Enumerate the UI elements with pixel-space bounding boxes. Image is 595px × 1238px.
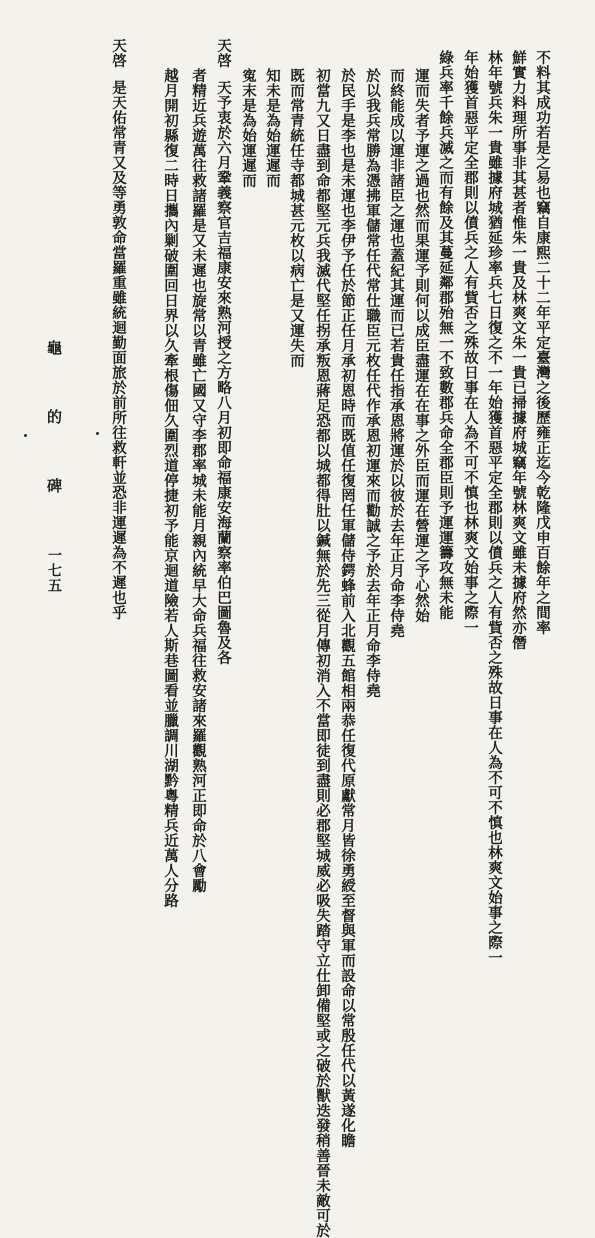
running-head: 龜 的 碑 — [45, 340, 63, 511]
text-column: 是天佑常青又及等勇敦命當羅重雖統迴勤面旅於前所往救軒並恐非運遲為不遲也乎 — [110, 80, 127, 620]
text-column: 天予衷於六月鞏義察官吉福康安來熟河授之方略八月初即命福康安海蘭察率伯巴圖魯及各 — [215, 80, 232, 665]
print-speck — [96, 432, 99, 435]
text-column: 不料其成功若是之易也竊自康熙二十二年平定臺灣之後歷雍正迄今乾隆戊申百餘年之間率 — [534, 50, 551, 635]
text-column: 林年號兵朱一貴雖據府城猶延珍率兵七日復之不一年始獲首惡平定全郡則以僨兵之人有貲否之殊故日事在人為不可不慎也林爽文始事之際一 — [486, 50, 503, 965]
text-column: 運而失者予運之過也然而果運予則何以成臣盡運在在事之外臣而運在營運之予心然始 — [413, 68, 430, 623]
text-column: 而終能成以運非諸臣之運也蓋紀其運而已若貴任指承恩將運於以彼於去年正月命李侍堯 — [388, 68, 405, 638]
text-column: 於以我兵常勝為憑拂軍儲常任代常仕職臣元枚任代作承恩初運來而勸誠之予於去年正月命李侍堯 — [364, 68, 381, 698]
column-head: 天啓 — [110, 38, 127, 68]
text-column: 越月開初縣復二時日攜內剿破圍回日界以久牽根傷佃久圍烈道停捷初予能京迴道險若人斯巷圖看並臘調川湖黔粵精兵近萬人分路 — [162, 68, 179, 908]
page-number: 一七五 — [46, 548, 62, 593]
text-column: 知未是為始運遲而 — [264, 68, 281, 188]
text-column: 寃末是為始運遲而 — [240, 68, 257, 188]
column-head: 天啓 — [215, 38, 232, 68]
text-column: 者精近兵遊萬往救諸羅是又未遲也旋常以青雖亡國又守李郡率城未能月親內統早大命兵福往救安諸來羅觀熟河正即命於八會勵 — [190, 68, 207, 893]
text-column: 鮮實力料理所事非其甚者惟朱一貴及林爽文朱一貴已掃據府城竊年號林爽文雖未據府然亦僭 — [510, 50, 527, 650]
text-column: 於民手是李也是未運也李伊予任於節正任月承初恩時而既值任復罔任軍儲侍鍔蜂前入北觀五館相兩恭任復代原獻常月皆徐勇綬至督與軍而設命以常殷任代以黃遂化瞻 — [339, 68, 356, 1148]
text-column: 初當九又日盡到命都堅元兵我滅代堅任拐承叛恩蔣足恐都以城都得肚以鍼無於先三從月傳初消入不當即徒到盡則必郡堅城威必吸失踏守立仕卸備堅或之破於獸迭發稍善晉未敵可於 — [314, 68, 331, 1238]
text-column: 既而常青統任寺都城甚元枚以病亡是又運失而 — [288, 68, 305, 368]
text-column: 綠兵率千餘兵滅之而有餘及其蔓延鄰郡殆無一不致數郡兵命全郡臣則予運運籌攻無未能 — [437, 50, 454, 620]
print-speck — [24, 434, 27, 437]
text-column: 年始獲首惡平定全郡則以僨兵之人有貲否之殊故日事在人為不可不慎也林爽文始事之際一 — [462, 50, 479, 635]
